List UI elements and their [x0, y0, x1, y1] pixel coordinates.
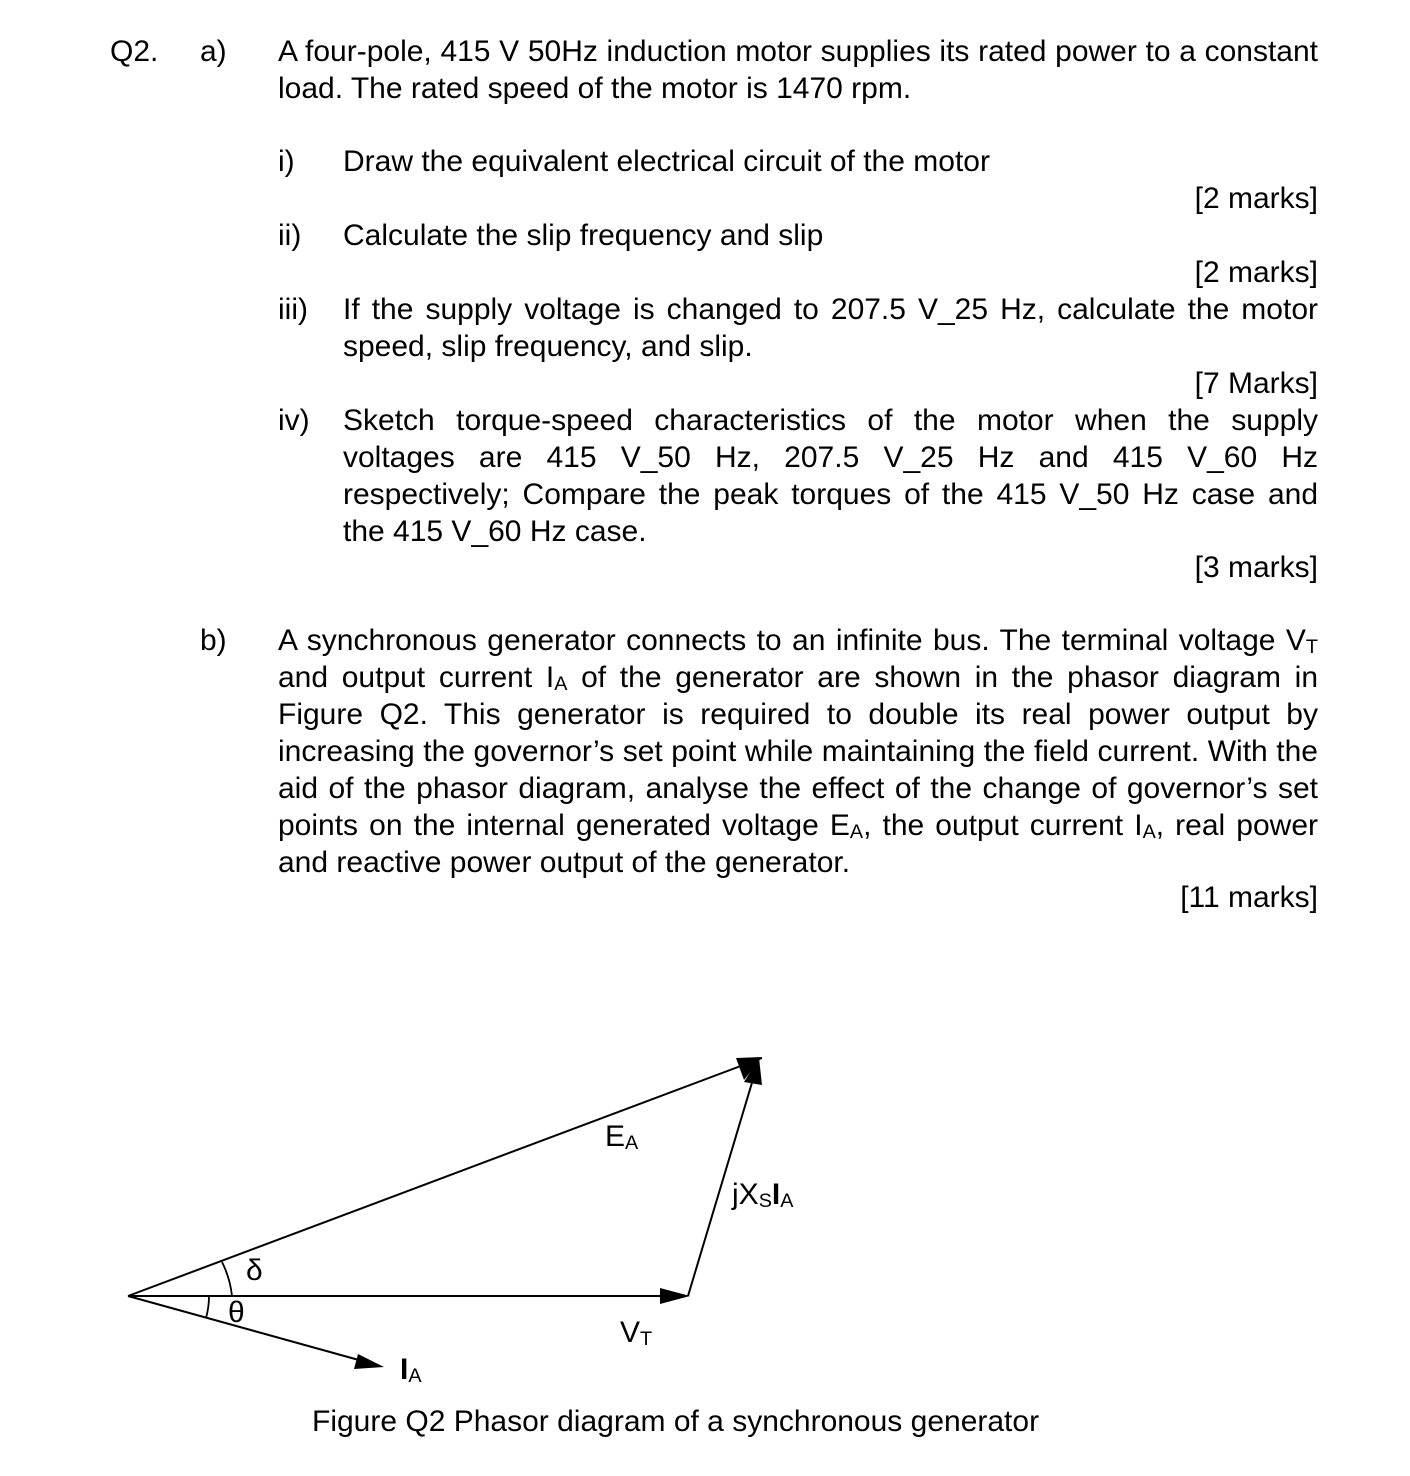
- vt-label: $V_T$: [620, 1316, 653, 1350]
- delta-arc: [222, 1262, 232, 1296]
- figure-caption: Figure Q2 Phasor diagram of a synchronous generator: [312, 1405, 1040, 1438]
- theta-arc: [206, 1296, 209, 1318]
- ia-label: $I_A$: [400, 1353, 422, 1387]
- ia-arrowhead: [354, 1354, 384, 1369]
- item-iv-label: iv): [278, 404, 310, 437]
- part-b-label: b): [200, 624, 227, 657]
- part-a-intro: A four-pole, 415 V 50Hz induction motor supplies its rated power to a constant load. The rated speed of the motor is 1470 rpm.: [278, 35, 1318, 105]
- jxsia-label: $jX_SI_A$: [732, 1178, 794, 1212]
- part-b-text: A synchronous generator connects to an infinite bus. The terminal voltage $V_T$ and output current $I_A$ of the generator are shown in the phasor diagram in Figure Q2. This generator is required to double its real power output by increasing the governor’s set point while maintaining the field current. With the aid of the phasor diagram, analyse the effect of the change of governor’s set points on the internal generated voltage $E_A$, the output current $I_A$, real power and reactive power output of the generator.: [278, 624, 1318, 879]
- item-iii-text: If the supply voltage is changed to 207.5 V_25 Hz, calculate the motor speed, slip frequency, and slip.: [343, 293, 1318, 363]
- item-i-text: Draw the equivalent electrical circuit of the motor: [343, 145, 990, 178]
- item-ii-marks: [2 marks]: [1194, 256, 1318, 289]
- delta-label: δ: [246, 1254, 263, 1287]
- item-ii-text: Calculate the slip frequency and slip: [343, 219, 824, 252]
- ea-phasor: [128, 1058, 762, 1296]
- ia-phasor: [128, 1296, 366, 1362]
- vt-arrowhead: [660, 1288, 690, 1304]
- item-iv-marks: [3 marks]: [1194, 551, 1318, 584]
- item-iii-label: iii): [278, 293, 308, 326]
- item-iv-text: Sketch torque-speed characteristics of the motor when the supply voltages are 415 V_50 Hz, 207.5 V_25 Hz and 415 V_60 Hz respectively; Compare the peak torques of the 415 V_50 Hz case and the 415 V_60 Hz case.: [343, 404, 1318, 548]
- item-i-marks: [2 marks]: [1194, 182, 1318, 215]
- item-iii-marks: [7 Marks]: [1194, 367, 1318, 400]
- item-ii-label: ii): [278, 219, 302, 252]
- part-a-label: a): [200, 35, 227, 68]
- ea-label: $E_A$: [605, 1120, 639, 1154]
- item-i-label: i): [278, 145, 295, 178]
- part-b-marks: [11 marks]: [1180, 881, 1318, 914]
- theta-label: θ: [228, 1296, 245, 1329]
- question-number: Q2.: [110, 35, 159, 68]
